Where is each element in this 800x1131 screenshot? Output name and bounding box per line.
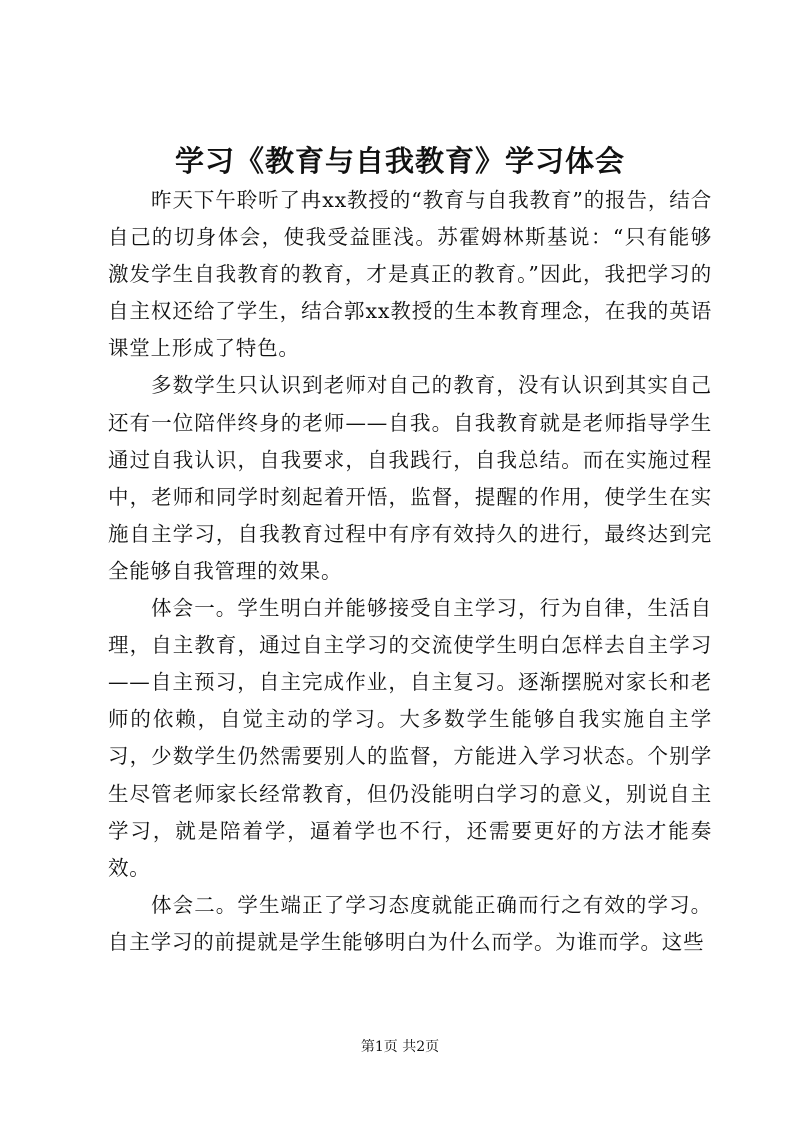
- paragraph-3: 体会一。学生明白并能够接受自主学习，行为自律，生活自理，自主教育，通过自主学习的交流使学生明白怎样去自主学习——自主预习，自主完成作业，自主复习。逐渐摆脱对家长和老师的依赖，自觉主动的学习。大多数学生能够自我实施自主学习，少数学生仍然需要别人的监督，方能进入学习状态。个别学生尽管老师家长经常教育，但仍没能明白学习的意义，别说自主学习，就是陪着学，逼着学也不行，还需要更好的方法才能奏效。: [108, 596, 712, 880]
- paragraph-4: 体会二。学生端正了学习态度就能正确而行之有效的学习。自主学习的前提就是学生能够明白为什么而学。为谁而学。这些: [108, 892, 712, 954]
- paragraph-1: 昨天下午聆听了冉xx教授的“教育与自我教育”的报告，结合自己的切身体会，使我受益匪浅。苏霍姆林斯基说：“只有能够激发学生自我教育的教育，才是真正的教育。”因此，我把学习的自主权还给了学生，结合郭xx教授的生本教育理念，在我的英语课堂上形成了特色。: [108, 188, 712, 361]
- document-body: [108, 182, 712, 961]
- paragraph-2: 多数学生只认识到老师对自己的教育，没有认识到其实自己还有一位陪伴终身的老师——自我。自我教育就是老师指导学生通过自我认识，自我要求，自我践行，自我总结。而在实施过程中，老师和同学时刻起着开悟，监督，提醒的作用，使学生在实施自主学习，自我教育过程中有序有效持久的进行，最终达到完全能够自我管理的效果。: [108, 373, 712, 583]
- document-title: 学习《教育与自我教育》学习体会: [174, 144, 625, 178]
- page-number: 第1页 共2页: [360, 1039, 440, 1055]
